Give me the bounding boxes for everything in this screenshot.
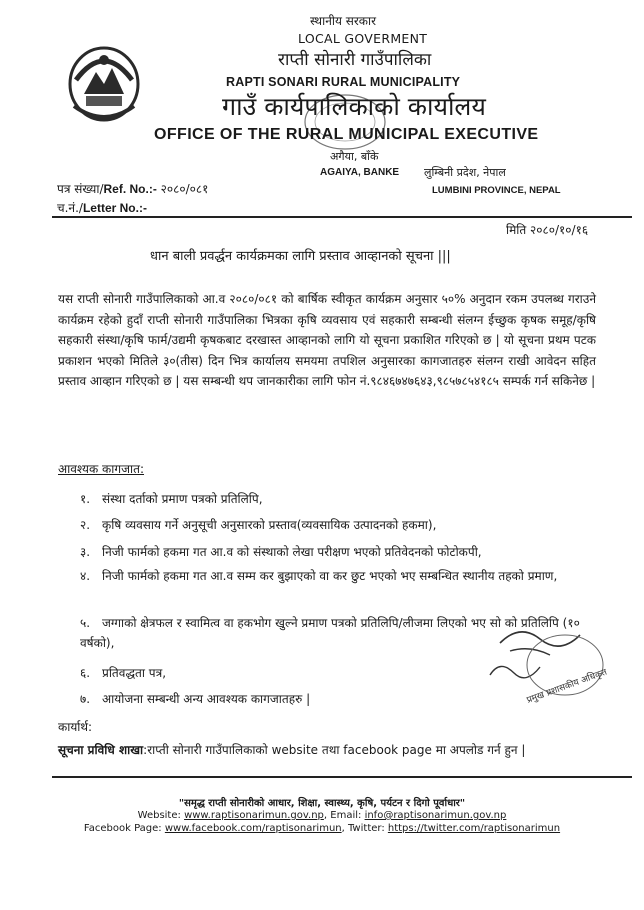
- document-item: [80, 489, 600, 509]
- website-label: Website:: [137, 810, 185, 821]
- municipality-emblem-icon: [66, 44, 142, 128]
- reference-number: [57, 180, 208, 197]
- header-govt-np: स्थानीय सरकार: [310, 14, 376, 28]
- header-office-np: गाउँ कार्यपालिकाको कार्यालय: [222, 92, 486, 121]
- document-item-number: ४.: [80, 569, 91, 583]
- header-divider: [52, 216, 632, 218]
- document-item-number: ५.: [80, 616, 91, 630]
- footer-contact-line: [0, 810, 644, 821]
- document-item-text: जग्गाको क्षेत्रफल र स्वामित्व वा हकभोग खुल्ने प्रमाण पत्रको प्रतिलिपि/लीजमा लिएको भए सो को प्रतिलिपि (१० वर्षको),: [80, 616, 580, 650]
- document-item-number: ६.: [80, 666, 91, 680]
- documents-heading: आवश्यक कागजात:: [58, 462, 145, 476]
- letter-number: [57, 199, 147, 216]
- document-item-text: निजी फार्मको हकमा गत आ.व सम्म कर बुझाएको वा कर छुट भएको भए सम्बन्धित स्थानीय तहको प्रमाण,: [102, 569, 558, 583]
- header-province-en: LUMBINI PROVINCE, NEPAL: [432, 185, 561, 196]
- document-item-text: प्रतिवद्धता पत्र,: [102, 666, 167, 680]
- header-office-en: OFFICE OF THE RURAL MUNICIPAL EXECUTIVE: [154, 126, 539, 143]
- facebook-label: Facebook Page:: [83, 823, 165, 834]
- facebook-link[interactable]: www.facebook.com/raptisonarimun: [164, 823, 342, 834]
- info-branch-label: सूचना प्रविधि शाखा: [58, 743, 144, 757]
- header-municipality-en: RAPTI SONARI RURAL MUNICIPALITY: [226, 75, 461, 89]
- ref-label-en: Ref. No.:-: [103, 182, 157, 196]
- notice-date: मिति २०८०/१०/१६: [506, 223, 589, 237]
- footer-slogan: "समृद्ध राप्ती सोनारीको आधार, शिक्षा, स्वास्थ्य, कृषि, पर्यटन र दिगो पूर्वाधार": [178, 798, 466, 809]
- document-item-text: निजी फार्मको हकमा गत आ.व को संस्थाको लेखा परीक्षण भएको प्रतिवेदनको फोटोकपी,: [102, 545, 482, 559]
- email-link[interactable]: info@raptisonarimun.gov.np: [364, 810, 507, 821]
- document-item-text: संस्था दर्ताको प्रमाण पत्रको प्रतिलिपि,: [102, 492, 263, 506]
- header-govt-en: LOCAL GOVERMENT: [298, 31, 428, 46]
- email-label: , Email:: [323, 810, 365, 821]
- document-item-number: ३.: [80, 545, 91, 559]
- notice-body: यस राप्ती सोनारी गाउँपालिकाको आ.व २०८०/०८१ को बार्षिक स्वीकृत कार्यक्रम अनुसार ५०% अनुदान रकम उपलब्ध गराउने कार्यक्रम रहेको हुदाँ राप्ती सोनारी गाउँपालिका भित्रका कृषि व्यवसाय एवं सहकारी सम्बन्धी संलग्न ईच्छुक कृषक समूह/कृषि सहकारी संस्था/कृषि फार्म/उद्यमी कृषकबाट दरखास्त आव्हानको लागि यो सूचना प्रकाशित गरिएको छ | यो सूचना प्रथम पटक प्रकाशन भएको मितिले ३०(तीस) दिन भित्र कार्यालय समयमा तपशिल अनुसारका कागजातहरु संलग्न राखी आवेदन सहित प्रस्ताव आव्हान गरिएको छ | यस सम्बन्धी थप जानकारीका लागि फोन नं.९८४६७४७६४३,९८५७८५४१८५ सम्पर्क गर्न सकिनेछ |: [58, 292, 596, 388]
- letter-label-np: च.नं./: [57, 201, 83, 215]
- signature-title: प्रमुख प्रशासकीय अधिकृत: [525, 667, 609, 706]
- header-province-np: लुम्बिनी प्रदेश, नेपाल: [424, 166, 506, 179]
- action-label: कार्यार्थ:: [58, 720, 93, 734]
- ref-value: २०८०/०८१: [160, 182, 209, 196]
- document-item-text: आयोजना सम्बन्धी अन्य आवश्यक कागजातहरु |: [102, 692, 311, 706]
- document-item-text: कृषि व्यवसाय गर्ने अनुसूची अनुसारको प्रस्ताव(व्यवसायिक उत्पादनको हकमा),: [102, 518, 437, 532]
- document-item-number: १.: [80, 492, 91, 506]
- signature-stamp-icon: [470, 615, 610, 725]
- document-item-number: २.: [80, 518, 91, 532]
- info-branch-text: :राप्ती सोनारी गाउँपालिकाको website तथा facebook page मा अपलोड गर्न हुन |: [143, 743, 526, 757]
- document-item: [80, 689, 480, 709]
- twitter-label: , Twitter:: [341, 823, 388, 834]
- notice-title: धान बाली प्रवर्द्धन कार्यक्रमका लागि प्रस्ताव आव्हानको सूचना |||: [150, 249, 451, 264]
- footer-divider: [52, 776, 632, 778]
- website-link[interactable]: www.raptisonarimun.gov.np: [184, 810, 324, 821]
- header-address-np: अगैया, बाँके: [330, 150, 379, 163]
- twitter-link[interactable]: https://twitter.com/raptisonarimun: [387, 823, 561, 834]
- footer-social-line: [0, 823, 644, 834]
- info-branch-line: [58, 741, 618, 758]
- header-municipality-np: राप्ती सोनारी गाउँपालिका: [278, 50, 432, 70]
- document-item-number: ७.: [80, 692, 91, 706]
- document-item: [80, 515, 600, 535]
- document-item: [80, 566, 608, 586]
- document-item: [80, 663, 380, 683]
- header-address-en: AGAIYA, BANKE: [320, 167, 400, 178]
- ref-label-np: पत्र संख्या/: [57, 182, 104, 196]
- document-item: [80, 542, 610, 562]
- letter-label-en: Letter No.:-: [82, 201, 147, 215]
